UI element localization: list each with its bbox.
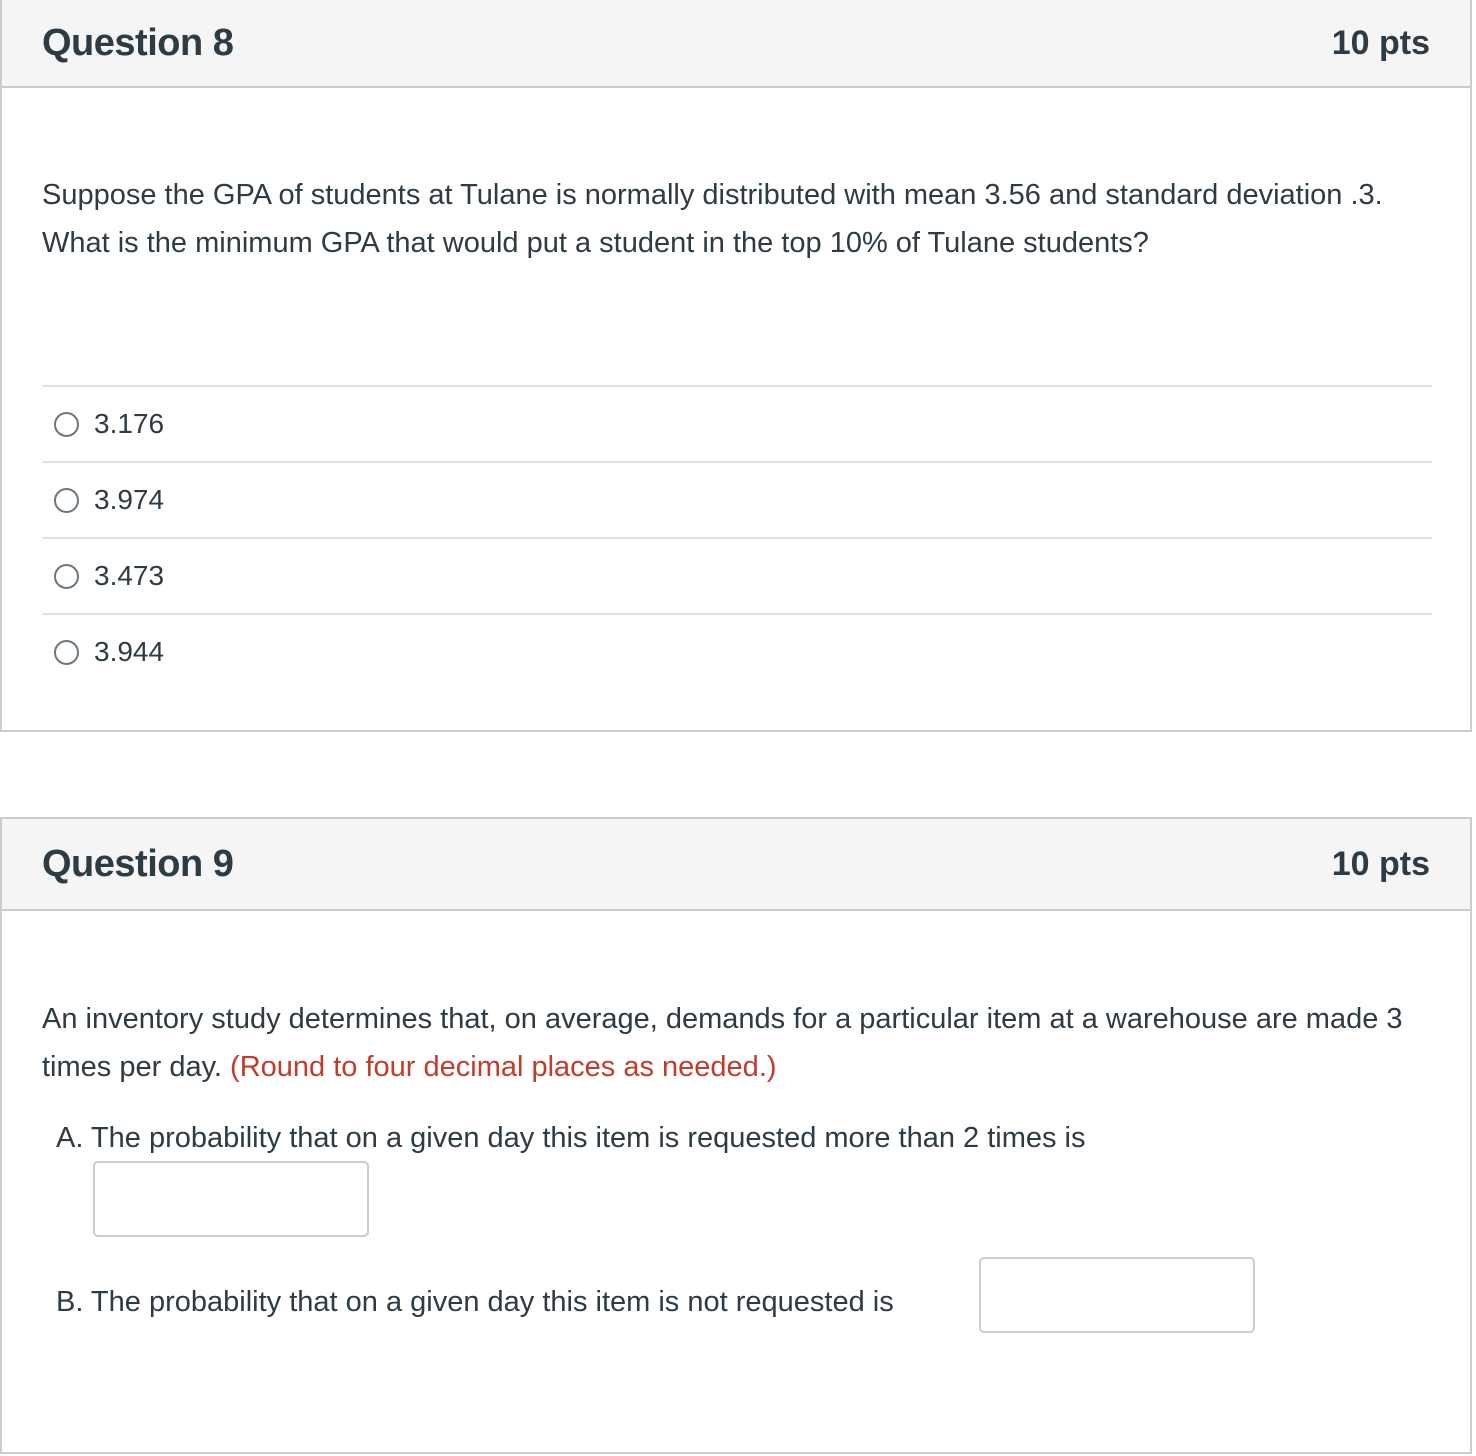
answer-label: 3.473 — [94, 560, 165, 591]
question-8-text: Suppose the GPA of students at Tulane is normally distributed with mean 3.56 and standard deviation .3. What is the minimum GPA that would put a student in the top 10% of Tulane students? — [42, 179, 1383, 259]
part-b-label: B. The probability that on a given day this item is not requested is — [56, 1286, 894, 1318]
radio-button[interactable] — [54, 412, 79, 437]
answer-option[interactable] — [42, 461, 1432, 537]
radio-button[interactable] — [54, 640, 79, 665]
answer-label: 3.974 — [94, 484, 165, 515]
part-a-label: A. The probability that on a given day this item is requested more than 2 times is — [56, 1122, 1086, 1154]
question-9-title: Question 9 — [42, 842, 234, 885]
radio-button[interactable] — [54, 488, 79, 513]
question-9-header — [2, 819, 1470, 911]
question-8-title: Question 8 — [42, 21, 234, 64]
question-8-header — [2, 0, 1470, 88]
question-8-points: 10 pts — [1331, 23, 1430, 62]
answer-label: 3.944 — [94, 636, 165, 667]
part-a-answer-input[interactable] — [93, 1161, 369, 1237]
answer-option[interactable] — [42, 385, 1432, 461]
question-9-body: An inventory study determines that, on average, demands for a particular item at a warehouse are made 3 times per day. — [42, 1003, 1403, 1083]
answer-list — [42, 385, 1432, 689]
part-b-answer-input[interactable] — [979, 1257, 1255, 1333]
rounding-hint: (Round to four decimal places as needed.) — [230, 1051, 777, 1083]
question-9-card — [0, 817, 1472, 1454]
answer-option[interactable] — [42, 537, 1432, 613]
answer-option[interactable] — [42, 613, 1432, 689]
answer-label: 3.176 — [94, 408, 165, 439]
question-9-text — [42, 995, 1432, 1091]
question-9-points: 10 pts — [1331, 844, 1430, 883]
radio-button[interactable] — [54, 564, 79, 589]
